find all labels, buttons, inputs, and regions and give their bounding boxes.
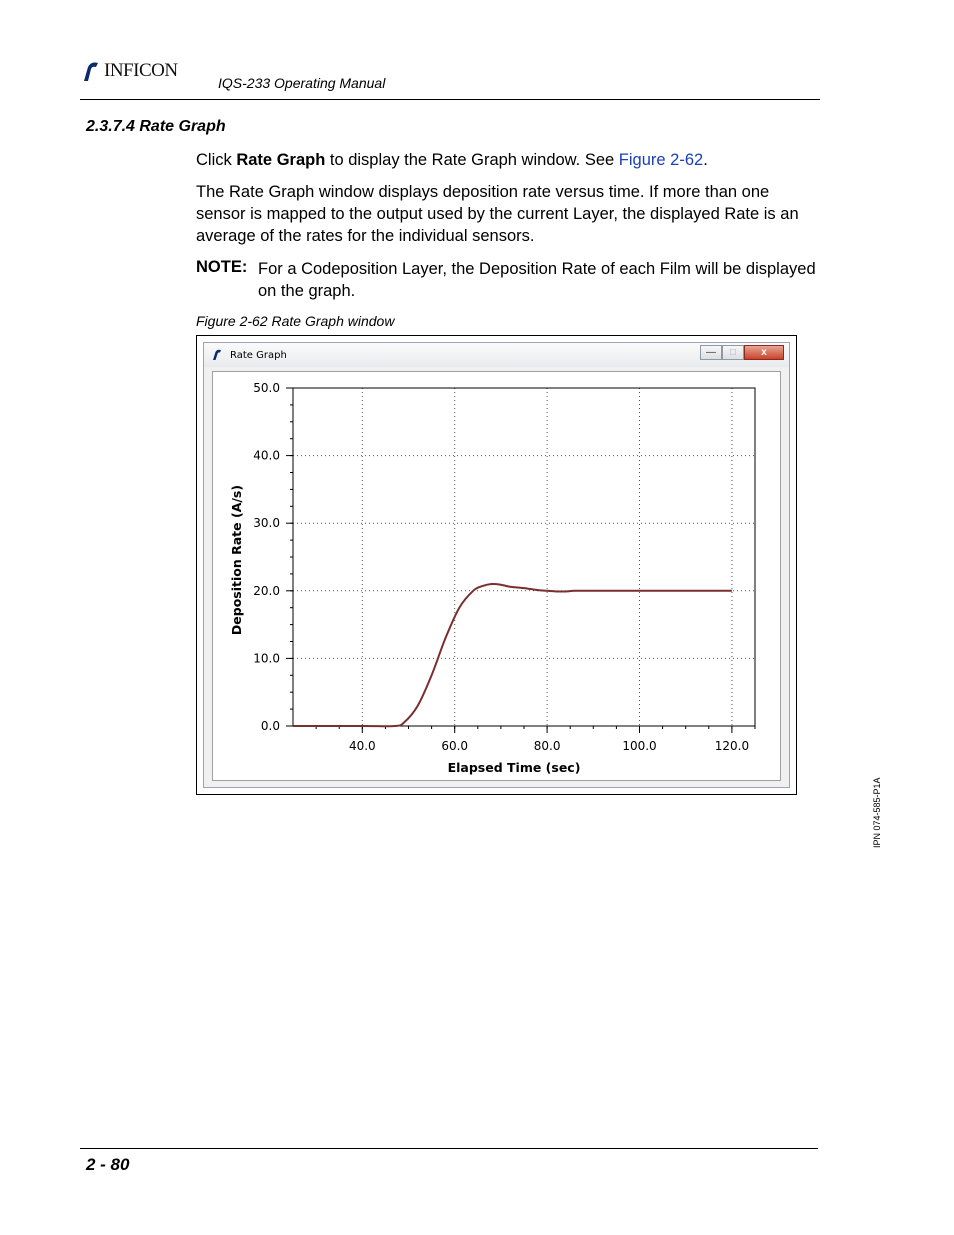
maximize-button[interactable]: □: [722, 345, 744, 360]
p1-text-pre: Click: [196, 151, 237, 169]
page-number: 2 - 80: [86, 1155, 130, 1174]
chart-area: [212, 371, 781, 781]
y-axis-label: Deposition Rate (A/s): [229, 484, 244, 636]
p1-bold: Rate Graph: [236, 151, 326, 169]
paragraph-2: The Rate Graph window displays deposition rate versus time. If more than one sensor is mapped to the output used by the current Layer, the displayed Rate is an average of the rates for the individual sensors.: [196, 183, 799, 245]
y-tick-label: 30.0: [253, 516, 280, 531]
figure-link[interactable]: Figure 2-62: [618, 151, 704, 169]
x-axis-label: Elapsed Time (sec): [447, 760, 581, 775]
minimize-button[interactable]: —: [700, 345, 722, 360]
rate-graph-window: [203, 342, 790, 788]
y-tick-label: 10.0: [253, 651, 280, 666]
section-heading: 2.3.7.4 Rate Graph: [86, 118, 226, 135]
note-label: NOTE:: [196, 258, 248, 276]
x-tick-label: 40.0: [348, 739, 376, 753]
x-tick-label: 60.0: [441, 739, 469, 753]
figure-frame: [196, 335, 797, 795]
note-text: For a Codeposition Layer, the Deposition Rate of each Film will be displayed on the graph.: [258, 260, 816, 300]
y-tick-label: 40.0: [253, 448, 280, 463]
y-tick-label: 0.0: [260, 719, 280, 733]
header-rule: [80, 99, 820, 100]
y-tick-label: 20.0: [253, 583, 280, 598]
inficon-logo-mark-icon: [82, 61, 102, 83]
close-button[interactable]: x: [744, 345, 784, 360]
x-tick-label: 120.0: [714, 739, 750, 753]
paragraph-1: [196, 149, 816, 171]
p1-text-post: .: [703, 151, 708, 169]
window-title: Rate Graph: [230, 350, 287, 361]
p1-text-mid: to display the Rate Graph window. See: [325, 151, 619, 169]
inficon-logo: [82, 60, 200, 84]
series-line-0: [293, 584, 732, 726]
logo-text: INFICON: [104, 60, 178, 81]
window-titlebar[interactable]: [204, 343, 789, 367]
rate-graph-chart: [213, 372, 780, 780]
y-tick-label: 50.0: [253, 381, 280, 395]
footer-rule: [80, 1148, 818, 1149]
x-tick-label: 80.0: [533, 739, 561, 753]
side-ipn: IPN 074-585-P1A: [872, 777, 882, 848]
manual-title: IQS-233 Operating Manual: [218, 75, 386, 91]
app-icon: [212, 349, 224, 361]
figure-caption: Figure 2-62 Rate Graph window: [196, 313, 395, 329]
x-tick-label: 100.0: [622, 739, 657, 753]
